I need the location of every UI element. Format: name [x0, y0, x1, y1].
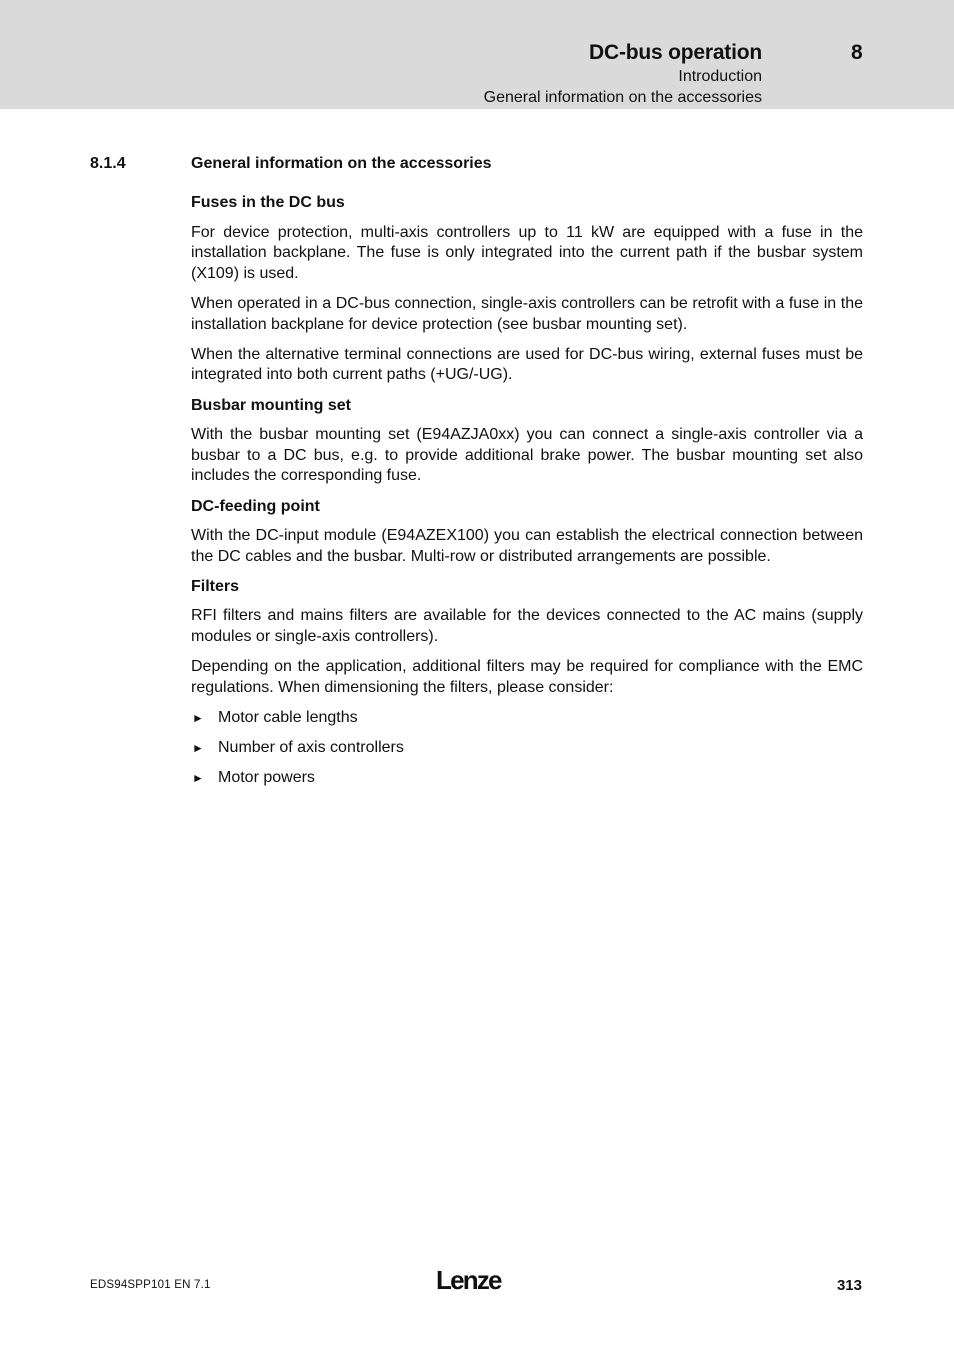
- main-content: [191, 193, 863, 799]
- fuses-paragraph-1: For device protection, multi-axis controllers up to 11 kW are equipped with a fuse in the installation backplane. The fuse is only integrated into the current path if the busbar system (X109) is used.: [191, 223, 863, 282]
- list-item-text: Motor powers: [218, 769, 315, 787]
- feeding-paragraph: With the DC-input module (E94AZEX100) you can establish the electrical connection between the DC cables and the busbar. Multi-row or distributed arrangements are possible.: [191, 527, 863, 565]
- bullet-arrow-icon: ►: [192, 771, 204, 786]
- list-item: [191, 738, 863, 759]
- filters-paragraph-1: RFI filters and mains filters are available for the devices connected to the AC mains (supply modules or single-axis controllers).: [191, 607, 863, 646]
- busbar-paragraph: With the busbar mounting set (E94AZJA0xx) you can connect a single-axis controller via a busbar to a DC bus, e.g. to provide additional brake power. The busbar mounting set also includes the corresponding fuse.: [191, 426, 863, 485]
- lenze-logo-graphic: [435, 1266, 515, 1296]
- list-item: [191, 768, 863, 789]
- header-subtitle-introduction: Introduction: [678, 68, 762, 85]
- lenze-logo-text: Lenze: [436, 1266, 501, 1295]
- chapter-title: DC-bus operation: [589, 41, 762, 64]
- bullet-arrow-icon: ►: [192, 741, 204, 756]
- section-title: General information on the accessories: [191, 155, 492, 172]
- filters-paragraph-2: Depending on the application, additional filters may be required for compliance with the EMC regulations. When dimensioning the filters, please consider:: [191, 658, 863, 696]
- section-number: 8.1.4: [90, 155, 126, 172]
- filter-considerations-list: [191, 708, 863, 789]
- header-band: [0, 0, 954, 109]
- fuses-paragraph-2: When operated in a DC-bus connection, single-axis controllers can be retrofit with a fuse in the installation backplane for device protection (see busbar mounting set).: [191, 294, 863, 333]
- header-subtitle-section: General information on the accessories: [483, 89, 762, 106]
- chapter-number: 8: [851, 41, 863, 64]
- fuses-paragraph-3: When the alternative terminal connections are used for DC-bus wiring, external fuses must be integrated into both current paths (+UG/-UG).: [191, 345, 863, 384]
- filters-heading: Filters: [191, 577, 240, 595]
- list-item-text: Number of axis controllers: [218, 739, 404, 757]
- page-number: 313: [836, 1277, 862, 1294]
- busbar-heading: Busbar mounting set: [191, 396, 352, 414]
- bullet-arrow-icon: ►: [192, 711, 204, 726]
- document-id: EDS94SPP101 EN 7.1: [90, 1279, 211, 1291]
- feeding-heading: DC-feeding point: [191, 497, 320, 515]
- fuses-heading: Fuses in the DC bus: [191, 194, 345, 211]
- list-item-text: Motor cable lengths: [218, 709, 358, 727]
- list-item: [191, 708, 863, 729]
- lenze-logo: [435, 1266, 515, 1301]
